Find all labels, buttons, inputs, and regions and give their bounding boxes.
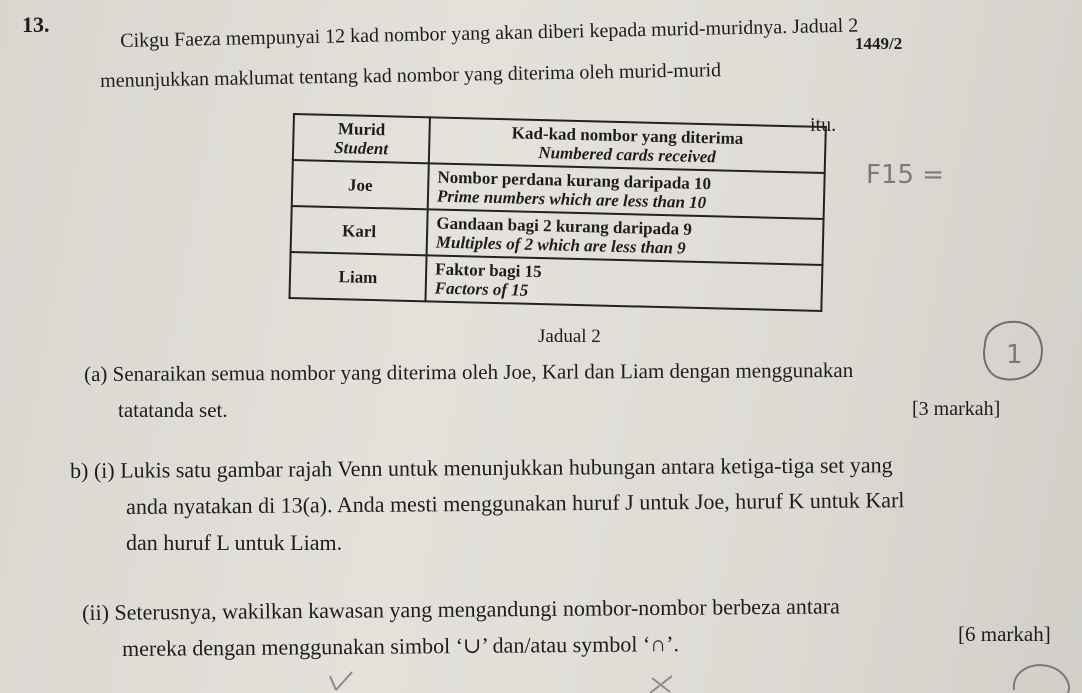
table-caption: Jadual 2 xyxy=(538,326,601,347)
question-intro-line2-tail: itu. xyxy=(810,114,837,136)
part-a-line1: (a) Senaraikan semua nombor yang diterima oleh Joe, Karl dan Liam dengan menggunakan xyxy=(84,357,854,386)
handwritten-note: F15 = xyxy=(866,160,945,190)
handwritten-tick-mark xyxy=(330,672,352,690)
part-b-marks: [6 markah] xyxy=(958,622,1051,646)
handwritten-arc xyxy=(1014,665,1069,693)
header-cards-ms: Kad-kad nombor yang diterima xyxy=(511,123,744,149)
student-cell: Joe xyxy=(292,160,429,209)
cards-desc-en: Multiples of 2 which are less than 9 xyxy=(435,232,686,258)
header-cards-en: Numbered cards received xyxy=(538,143,717,167)
part-b-i-line1: b) (i) Lukis satu gambar rajah Venn untuk menunjukkan hubungan antara ketiga-tiga set yang xyxy=(70,452,893,483)
cards-desc-en: Factors of 15 xyxy=(434,278,529,300)
question-number: 13. xyxy=(22,12,50,37)
cards-cell xyxy=(425,255,822,311)
header-student-cell xyxy=(293,114,430,163)
question-intro-line1: Cikgu Faeza mempunyai 12 kad nombor yang akan diberi kepada murid-muridnya. Jadual 2 xyxy=(120,14,859,52)
part-a-line2: tatatanda set. xyxy=(118,398,228,422)
header-student-ms: Murid xyxy=(337,119,386,140)
part-b-i-line2: anda nyatakan di 13(a). Anda mesti menggunakan huruf J untuk Joe, huruf K untuk Karl xyxy=(126,487,905,519)
student-cell: Karl xyxy=(291,206,428,255)
header-student-en: Student xyxy=(333,138,389,159)
handwritten-circle xyxy=(984,322,1042,380)
handwritten-circle-text: 1 xyxy=(1006,340,1023,370)
cards-desc-en: Prime numbers which are less than 10 xyxy=(436,186,707,213)
cards-desc-ms: Gandaan bagi 2 kurang daripada 9 xyxy=(436,213,693,239)
part-b-i-line3: dan huruf L untuk Liam. xyxy=(126,530,343,555)
info-table xyxy=(288,113,826,312)
part-b-ii-line1: (ii) Seterusnya, wakilkan kawasan yang mengandungi nombor-nombor berbeza antara xyxy=(82,593,840,625)
question-intro-line2: menunjukkan maklumat tentang kad nombor yang diterima oleh murid-murid xyxy=(100,59,722,92)
handwritten-cross-mark xyxy=(650,676,672,693)
paper-code: 1449/2 xyxy=(855,34,903,53)
part-a-marks: [3 markah] xyxy=(912,398,1001,420)
cards-desc-ms: Nombor perdana kurang daripada 10 xyxy=(437,167,712,194)
student-cell: Liam xyxy=(289,252,426,301)
part-b-ii-line2: mereka dengan menggunakan simbol ‘∪’ dan/atau symbol ‘∩’. xyxy=(122,631,680,661)
cards-desc-ms: Faktor bagi 15 xyxy=(434,259,542,282)
